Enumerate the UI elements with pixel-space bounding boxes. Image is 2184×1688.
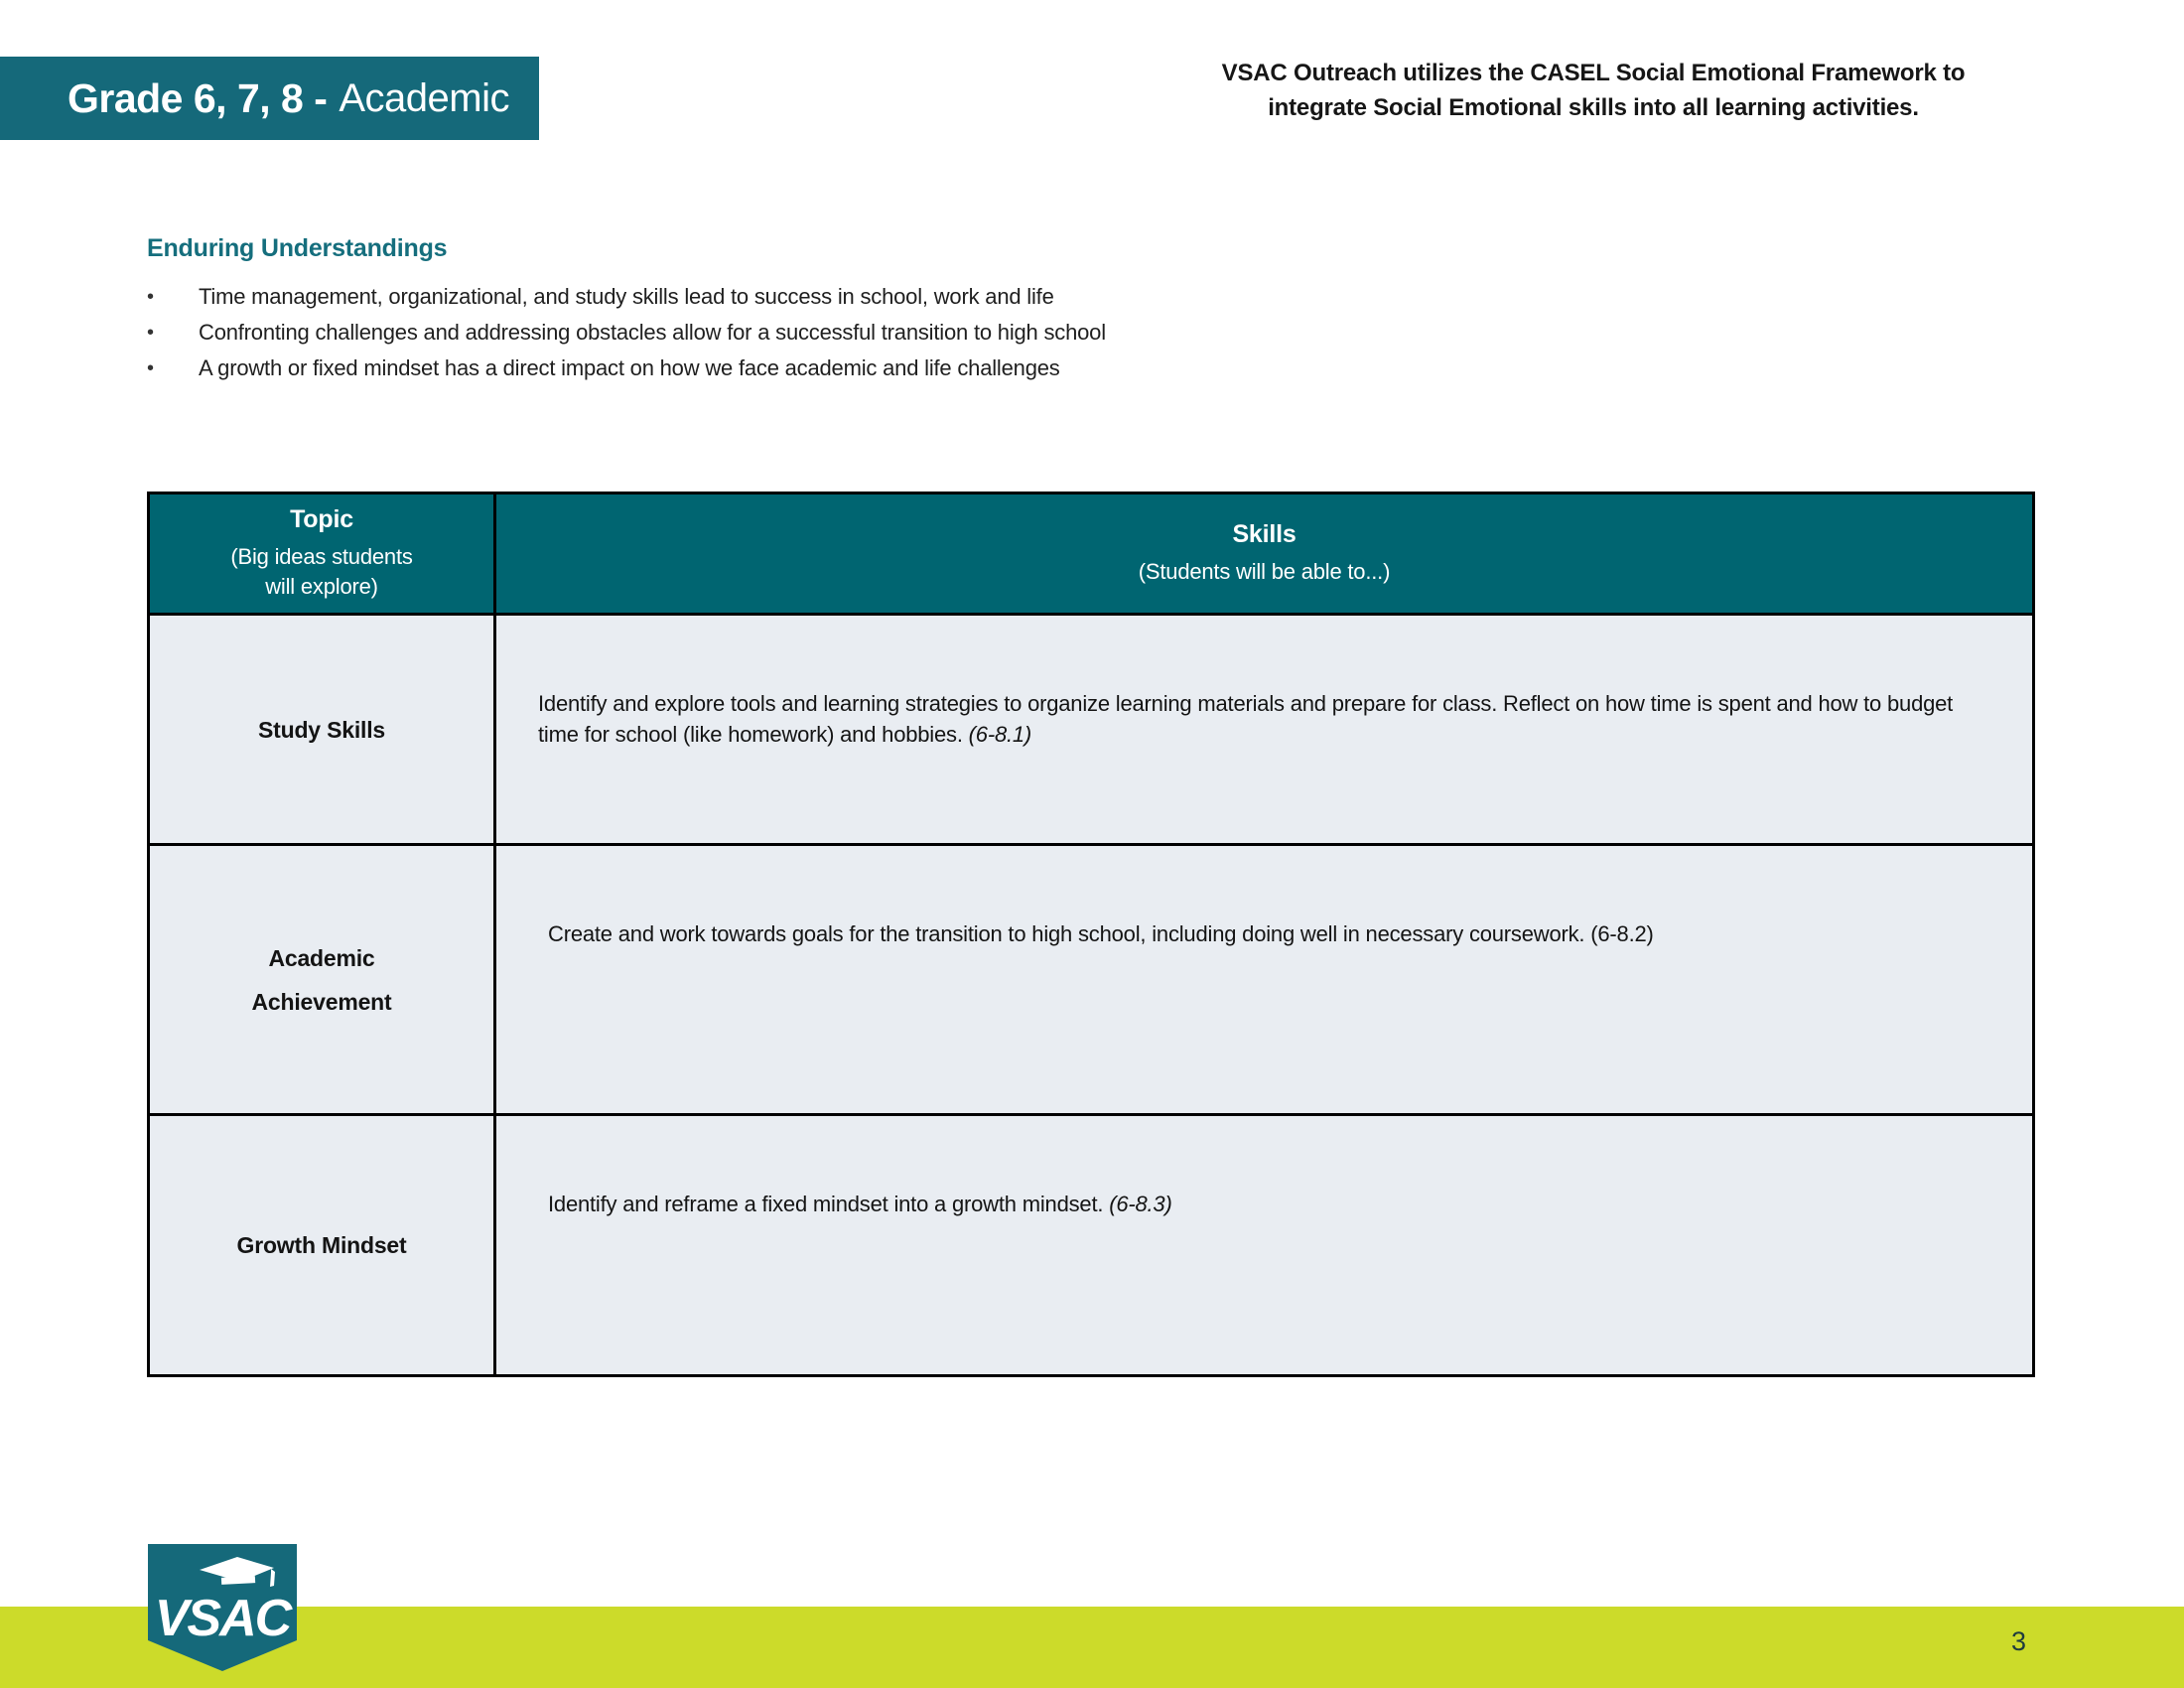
enduring-understandings-heading: Enduring Understandings — [147, 234, 448, 262]
topic-header-title: Topic — [290, 505, 353, 533]
vsac-logo-graphic — [148, 1544, 297, 1673]
table-row-skill-study-skills — [496, 616, 2032, 846]
bullet-icon: • — [147, 357, 154, 379]
table-header-topic — [150, 494, 496, 616]
casel-note-line1: VSAC Outreach utilizes the CASEL Social Emotional Framework to — [1221, 60, 1966, 86]
table-row-skill-academic-achievement — [496, 846, 2032, 1116]
topic-label: Growth Mindset — [236, 1232, 407, 1258]
skills-header-subtitle: (Students will be able to...) — [1138, 559, 1391, 584]
topic-header-subtitle: (Big ideas students will explore) — [230, 544, 413, 599]
skill-reference: (6-8.2) — [1590, 921, 1654, 946]
vsac-logo — [148, 1544, 297, 1673]
list-item — [147, 279, 1636, 315]
casel-framework-note — [1142, 56, 2045, 125]
table-row-topic-growth-mindset — [150, 1116, 496, 1374]
table-row-skill-growth-mindset — [496, 1116, 2032, 1374]
list-item — [147, 351, 1636, 386]
casel-note-line2: integrate Social Emotional skills into all learning activities. — [1268, 94, 1919, 121]
skill-text: Identify and explore tools and learning strategies to organize learning materials and prepare for class. Reflect on how time is spent and how to budget time for school (like homework) and hobbies. — [538, 691, 1954, 747]
skill-reference: (6-8.1) — [968, 722, 1032, 747]
page-title-banner — [0, 57, 539, 140]
topic-skills-table — [147, 492, 2035, 1377]
bullet-text: Time management, organizational, and study skills lead to success in school, work and life — [199, 284, 1054, 309]
logo-wordmark: VSAC — [154, 1590, 291, 1647]
skill-text: Create and work towards goals for the transition to high school, including doing well in necessary coursework. — [548, 921, 1585, 946]
page-title-subject: Academic — [339, 75, 509, 120]
table-row-topic-academic-achievement — [150, 846, 496, 1116]
skills-header-title: Skills — [1232, 520, 1297, 548]
skill-text: Identify and reframe a fixed mindset into a growth mindset. — [548, 1192, 1104, 1216]
bullet-text: A growth or fixed mindset has a direct impact on how we face academic and life challenges — [199, 355, 1060, 380]
table-row-topic-study-skills — [150, 616, 496, 846]
bullet-icon: • — [147, 286, 154, 308]
bullet-text: Confronting challenges and addressing obstacles allow for a successful transition to high school — [199, 320, 1106, 345]
page-title-grade: Grade 6, 7, 8 - — [67, 74, 328, 121]
enduring-understandings-section — [147, 234, 1636, 386]
table-header-skills — [496, 494, 2032, 616]
topic-label: Academic Achievement — [251, 944, 392, 1015]
page-number: 3 — [2011, 1626, 2027, 1656]
list-item — [147, 315, 1636, 351]
skill-reference: (6-8.3) — [1109, 1192, 1172, 1216]
topic-label: Study Skills — [258, 716, 385, 743]
footer-accent-bar — [0, 1607, 2184, 1688]
bullet-icon: • — [147, 322, 154, 344]
enduring-understandings-list — [147, 279, 1636, 386]
